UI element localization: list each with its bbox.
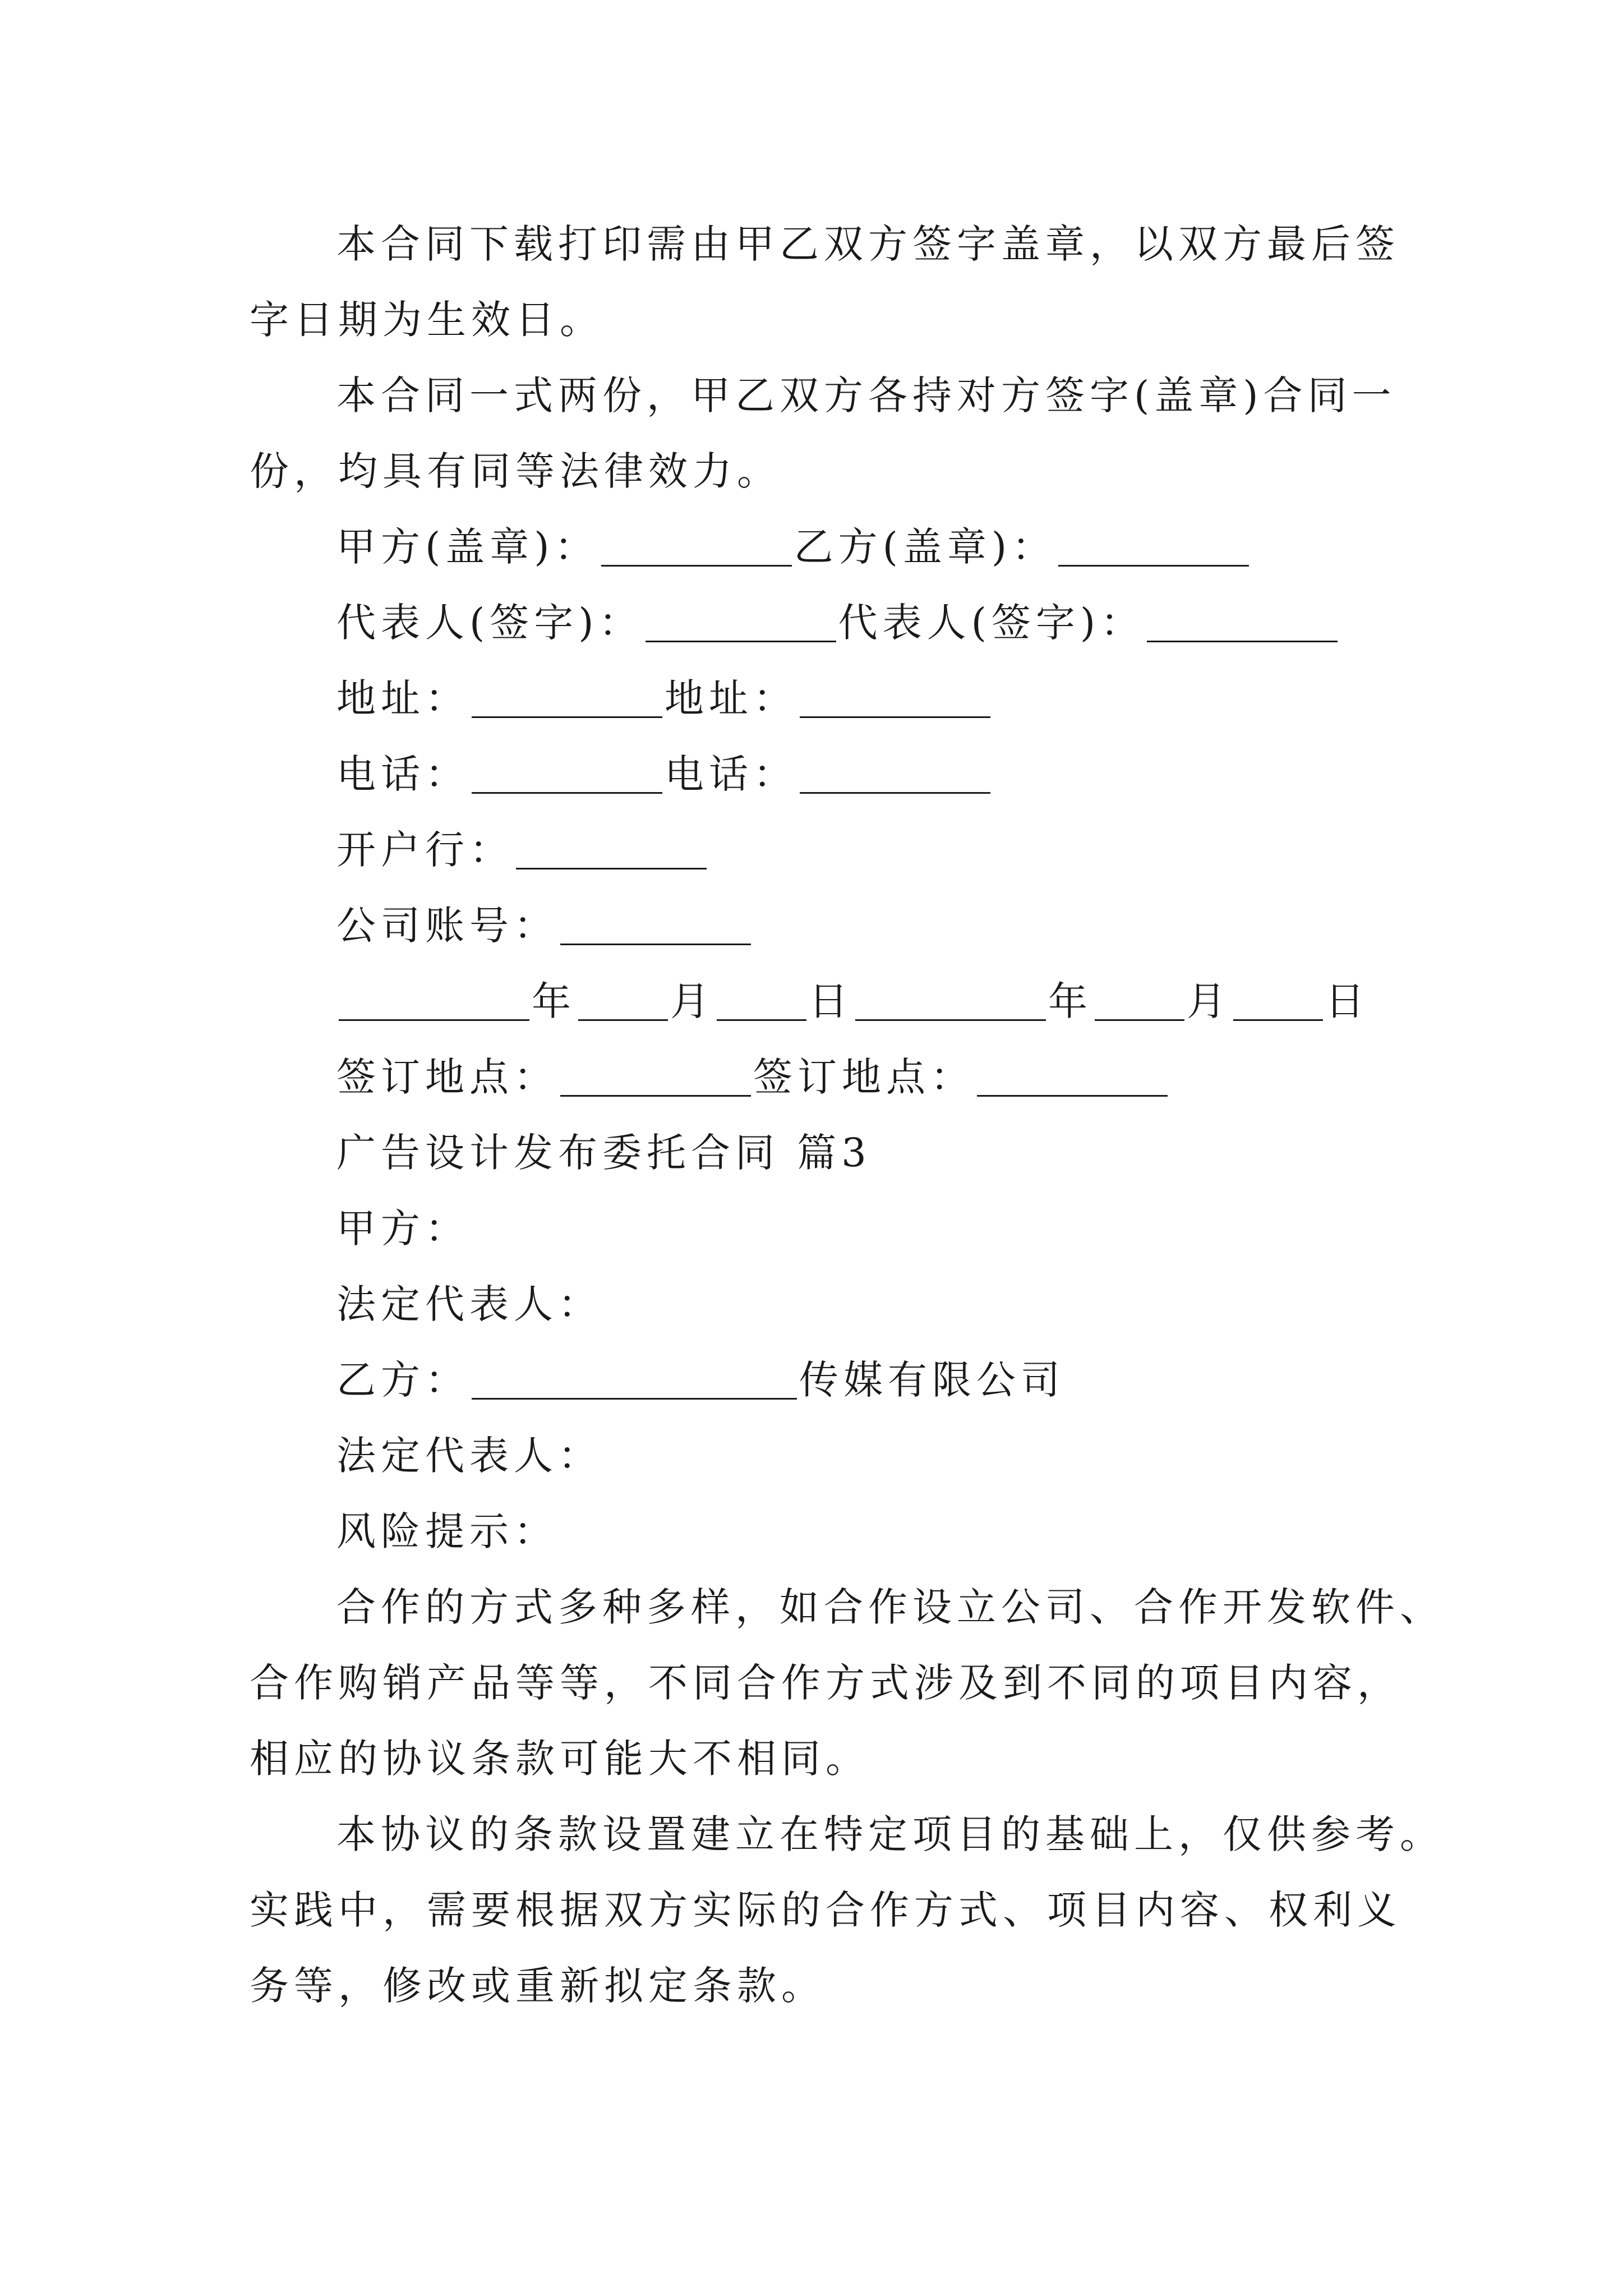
paragraph-line: 本合同一式两份，甲乙双方各持对方签字(盖章)合同一 (336, 372, 1396, 418)
paragraph-line: 字日期为生效日。 (250, 297, 604, 343)
address-row (336, 675, 993, 721)
phone-row (336, 751, 993, 797)
place-row (336, 1054, 1170, 1100)
month-label: 月 (670, 978, 714, 1024)
fill-blank (1058, 529, 1249, 567)
seal-row (336, 524, 1251, 570)
legal-rep-a-label: 法定代表人： (336, 1281, 602, 1327)
address-b-label: 地址： (665, 675, 797, 721)
year-label: 年 (1048, 978, 1092, 1024)
fill-blank (472, 1362, 797, 1400)
fill-blank (717, 983, 806, 1021)
paragraph-line: 本协议的条款设置建立在特定项目的基础上，仅供参考。 (336, 1811, 1444, 1857)
rep-sign-a-label: 代表人(签字)： (336, 600, 643, 646)
fill-blank (800, 680, 990, 718)
rep-sign-b-label: 代表人(签字)： (838, 600, 1145, 646)
fill-blank (855, 983, 1046, 1021)
year-label: 年 (532, 978, 576, 1024)
paragraph-line: 相应的协议条款可能大不相同。 (250, 1736, 870, 1782)
party-b-row (336, 1357, 1065, 1403)
day-label: 日 (809, 978, 853, 1024)
party-b-suffix: 传媒有限公司 (799, 1357, 1065, 1403)
paragraph-line: 务等，修改或重新拟定条款。 (250, 1963, 826, 2009)
date-row (336, 978, 1370, 1024)
fill-blank (977, 1059, 1168, 1097)
fill-blank (800, 756, 990, 794)
fill-blank (601, 529, 792, 567)
rep-sign-row (336, 600, 1340, 646)
address-a-label: 地址： (336, 675, 469, 721)
legal-rep-b-label: 法定代表人： (336, 1433, 602, 1479)
account-label: 公司账号： (336, 903, 558, 949)
fill-blank (472, 680, 662, 718)
paragraph-line: 本合同下载打印需由甲乙双方签字盖章，以双方最后签 (336, 221, 1400, 267)
section-title: 广告设计发布委托合同 篇3 (336, 1130, 872, 1176)
party-a-seal-label: 甲方(盖章)： (336, 524, 599, 570)
place-b-label: 签订地点： (753, 1054, 975, 1100)
fill-blank (560, 1059, 751, 1097)
party-b-label: 乙方： (336, 1357, 469, 1403)
fill-blank (645, 605, 836, 642)
fill-blank (472, 756, 662, 794)
bank-row (336, 827, 709, 873)
place-a-label: 签订地点： (336, 1054, 558, 1100)
account-row (336, 903, 753, 949)
party-b-seal-label: 乙方(盖章)： (794, 524, 1057, 570)
paragraph-line: 合作的方式多种多样，如合作设立公司、合作开发软件、 (336, 1584, 1444, 1630)
paragraph-line: 合作购销产品等等，不同合作方式涉及到不同的项目内容， (250, 1660, 1401, 1706)
fill-blank (339, 983, 529, 1021)
paragraph-line: 实践中，需要根据双方实际的合作方式、项目内容、权利义 (250, 1887, 1401, 1933)
fill-blank (560, 908, 751, 945)
risk-title: 风险提示： (336, 1508, 558, 1554)
fill-blank (578, 983, 668, 1021)
fill-blank (516, 832, 707, 869)
fill-blank (1147, 605, 1338, 642)
month-label: 月 (1187, 978, 1231, 1024)
phone-b-label: 电话： (665, 751, 797, 797)
bank-label: 开户行： (336, 827, 514, 873)
paragraph-line: 份，均具有同等法律效力。 (250, 448, 781, 494)
party-a-label: 甲方： (336, 1205, 469, 1251)
fill-blank (1233, 983, 1323, 1021)
fill-blank (1095, 983, 1184, 1021)
phone-a-label: 电话： (336, 751, 469, 797)
day-label: 日 (1325, 978, 1370, 1024)
